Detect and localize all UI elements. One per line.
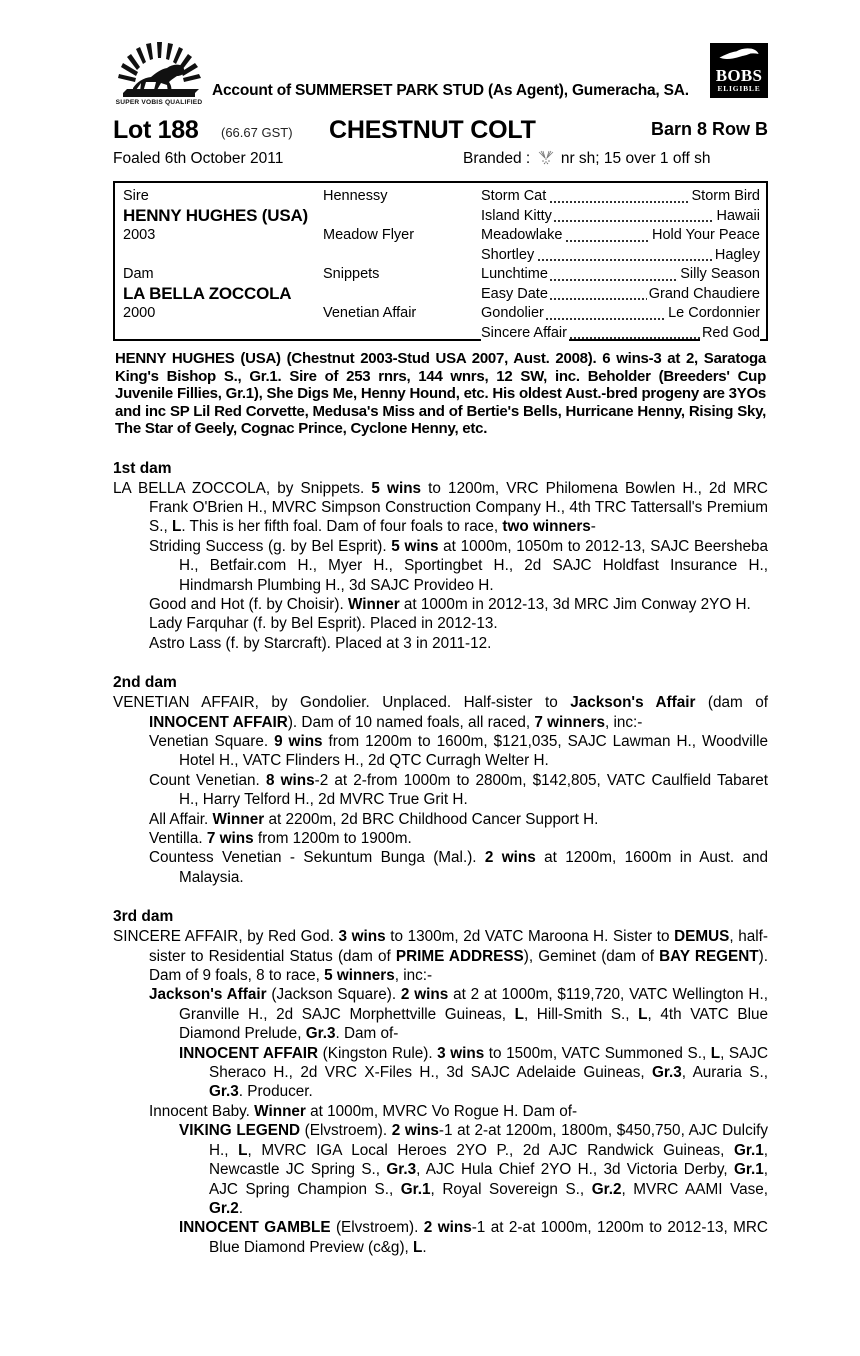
lot-colour-sex: CHESTNUT COLT: [329, 116, 536, 144]
dam-sections: [113, 460, 768, 1258]
grandparent-name: Sincere Affair: [481, 324, 567, 341]
pedigree-entry: VIKING LEGEND (Elvstroem). 2 wins-1 at 2-at 1200m, 1800m, $450,750, AJC Dulcify H., L, MVRC IGA Local Heroes 2YO P., 2d AJC Randwick Guineas, Gr.1, Newcastle JC Spring S., Gr.3, AJC Hula Chief 2YO H., 3d Victoria Derby, Gr.1, AJC Spring Champion S., Gr.1, Royal Sovereign S., Gr.2, MVRC AAMI Vase, Gr.2.: [179, 1122, 769, 1217]
dam-year: 2000 Venetian Affair: [123, 304, 417, 321]
foaled-date: Foaled 6th October 2011: [113, 150, 284, 167]
page-header: [113, 38, 768, 114]
pedigree-entry: Good and Hot (f. by Choisir). Winner at 1000m in 2012-13, 3d MRC Jim Conway 2YO H.: [149, 595, 751, 613]
grandparent-name: Gondolier: [481, 305, 544, 321]
dam-heading: 2nd dam: [113, 674, 177, 692]
grandparent-row: [481, 285, 760, 305]
lot-gst: (66.67 GST): [221, 125, 293, 140]
pedigree-entry: Astro Lass (f. by Starcraft). Placed at 3 in 2011-12.: [149, 634, 492, 652]
pedigree-right-column: [481, 187, 760, 343]
grandparent-row: [481, 324, 760, 344]
dam-name: LA BELLA ZOCCOLA: [123, 283, 292, 303]
pedigree-entry: Jackson's Affair (Jackson Square). 2 wins at 2 at 1000m, $119,720, VATC Wellington H., Granville H., 2d SAJC Morphettville Guineas, L, Hill-Smith S., L, 4th VATC Blue Diamond Prelude, Gr.3. Dam of-: [149, 986, 768, 1043]
grandparent-value: Silly Season: [678, 265, 760, 285]
grandparent-row: [481, 207, 760, 227]
dam-heading: 3rd dam: [113, 908, 174, 926]
pedigree-entry: SINCERE AFFAIR, by Red God. 3 wins to 1300m, 2d VATC Maroona H. Sister to DEMUS, half-sister to Residential Status (dam of PRIME ADDRESS), Geminet (dam of BAY REGENT). Dam of 9 foals, 8 to race, 5 winners, inc:-: [113, 928, 768, 985]
dam-label: Dam Snippets: [123, 265, 380, 282]
lot-number: Lot 188: [113, 116, 199, 144]
grandparent-value: Hold Your Peace: [650, 226, 760, 246]
grandparent-value: Le Cordonnier: [666, 304, 760, 324]
bobs-label: BOBS: [715, 66, 763, 85]
lot-title-row: [113, 116, 768, 146]
pedigree-table: [113, 181, 768, 341]
grandparent-name: Easy Date: [481, 285, 548, 302]
dam-dam-name: Venetian Affair: [323, 304, 417, 321]
pedigree-entry: Ventilla. 7 wins from 1200m to 1900m.: [149, 830, 412, 847]
sire-label: Sire Hennessy: [123, 188, 388, 204]
grandparent-name: Lunchtime: [481, 266, 548, 282]
sire-dam-name: Meadow Flyer: [323, 227, 415, 243]
pedigree-entry: LA BELLA ZOCCOLA, by Snippets. 5 wins to 1200m, VRC Philomena Bowlen H., 2d MRC Frank O'Brien H., MVRC Simpson Construction Company H., 4th TRC Tattersall's Premium S., L. This is her fifth foal. Dam of four foals to race, two winners-: [113, 479, 768, 536]
grandparent-name: Island Kitty: [481, 207, 552, 224]
grandparent-row: [481, 187, 760, 207]
pedigree-entry: INNOCENT GAMBLE (Elvstroem). 2 wins-1 at 2-at 1000m, 1200m to 2012-13, MRC Blue Diamond Preview (c&g), L.: [179, 1219, 768, 1256]
page-content: [113, 38, 768, 1257]
sire-summary-paragraph: HENNY HUGHES (USA) (Chestnut 2003-Stud USA 2007, Aust. 2008). 6 wins-3 at 2, Saratoga King's Bishop S., Gr.1. Sire of 253 rnrs, 144 wnrs, 12 SW, inc. Beholder (Breeders' Cup Juvenile Fillies, Gr.1), She Digs Me, Henny Hound, etc. His oldest Aust.-bred progeny are 3YOs and inc SP Lil Red Corvette, Medusa's Miss and of Bertie's Bells, Hurricane Henny, Rising Sky, The Star of Geely, Cognac Prince, Cyclone Henny, etc.: [115, 350, 766, 437]
grandparent-value: Hawaii: [714, 207, 760, 227]
pedigree-entry: All Affair. Winner at 2200m, 2d BRC Childhood Cancer Support H.: [149, 810, 599, 828]
bobs-eligible-badge: [710, 43, 768, 98]
grandparent-row: [481, 304, 760, 324]
account-line: Account of SUMMERSET PARK STUD (As Agent), Gumeracha, SA.: [212, 82, 689, 99]
svg-text:SUPER VOBIS QUALIFIED: SUPER VOBIS QUALIFIED: [115, 99, 203, 106]
dam-heading: 1st dam: [113, 459, 172, 477]
pedigree-entry: Countess Venetian - Sekuntum Bunga (Mal.). 2 wins at 1200m, 1600m in Aust. and Malaysia.: [149, 849, 768, 886]
grandparent-value: Red God: [700, 324, 760, 344]
grandparent-name: Meadowlake: [481, 227, 563, 243]
sire-year: 2003 Meadow Flyer: [123, 227, 415, 243]
bobs-eligible-label: ELIGIBLE: [717, 84, 761, 93]
pedigree-entry: Count Venetian. 8 wins-2 at 2-from 1000m to 2800m, $142,805, VATC Caulfield Tabaret H., Harry Telford H., 2d MVRC True Grit H.: [149, 771, 768, 809]
grandparent-value: Storm Bird: [690, 187, 761, 207]
branded-info: [463, 150, 710, 168]
grandparent-name: Shortley: [481, 246, 535, 263]
sire-name: HENNY HUGHES (USA): [123, 206, 308, 225]
grandparent-row: [481, 226, 760, 246]
pedigree-left-column: [123, 187, 473, 323]
super-vobis-qualified-logo: [113, 38, 205, 106]
barn-row-location: Barn 8 Row B: [650, 119, 768, 139]
sire-sire-name: Hennessy: [323, 188, 388, 204]
grandparent-value: Hagley: [713, 246, 760, 266]
pedigree-entry: Venetian Square. 9 wins from 1200m to 1600m, $121,035, SAJC Lawman H., Woodville Hotel H., VATC Flinders H., 2d QTC Curragh Welter H.: [149, 732, 769, 770]
foaled-branded-row: [113, 150, 768, 178]
branded-prefix: Branded :: [463, 150, 531, 167]
pedigree-entry: Innocent Baby. Winner at 1000m, MVRC Vo Rogue H. Dam of-: [149, 1102, 578, 1120]
grandparent-value: Grand Chaudiere: [647, 285, 760, 305]
branded-suffix: nr sh; 15 over 1 off sh: [560, 150, 711, 167]
pedigree-entry: Striding Success (g. by Bel Esprit). 5 wins at 1000m, 1050m to 2012-13, SAJC Beersheba H., Betfair.com H., Myer H., Sportingbet H., 2d SAJC Holdfast Insurance H., Hindmarsh Plumbing H., 3d SAJC Provideo H.: [149, 537, 768, 594]
pedigree-entry: VENETIAN AFFAIR, by Gondolier. Unplaced. Half-sister to Jackson's Affair (dam of INNOCENT AFFAIR). Dam of 10 named foals, all raced, 7 winners, inc:-: [113, 694, 769, 731]
grandparent-row: [481, 265, 760, 285]
brand-symbol-icon: [537, 150, 555, 166]
grandparent-name: Storm Cat: [481, 188, 547, 204]
bobs-horse-icon: [710, 46, 768, 67]
pedigree-entry: INNOCENT AFFAIR (Kingston Rule). 3 wins to 1500m, VATC Summoned S., L, SAJC Sheraco H., 2d VRC X-Files H., 3d SAJC Adelaide Guineas, Gr.3, Auraria S., Gr.3. Producer.: [179, 1044, 769, 1101]
dam-sire-name: Snippets: [323, 265, 380, 282]
pedigree-entry: Lady Farquhar (f. by Bel Esprit). Placed in 2012-13.: [149, 615, 498, 633]
pedigree-spacer: [123, 245, 473, 265]
grandparent-row: [481, 246, 760, 266]
